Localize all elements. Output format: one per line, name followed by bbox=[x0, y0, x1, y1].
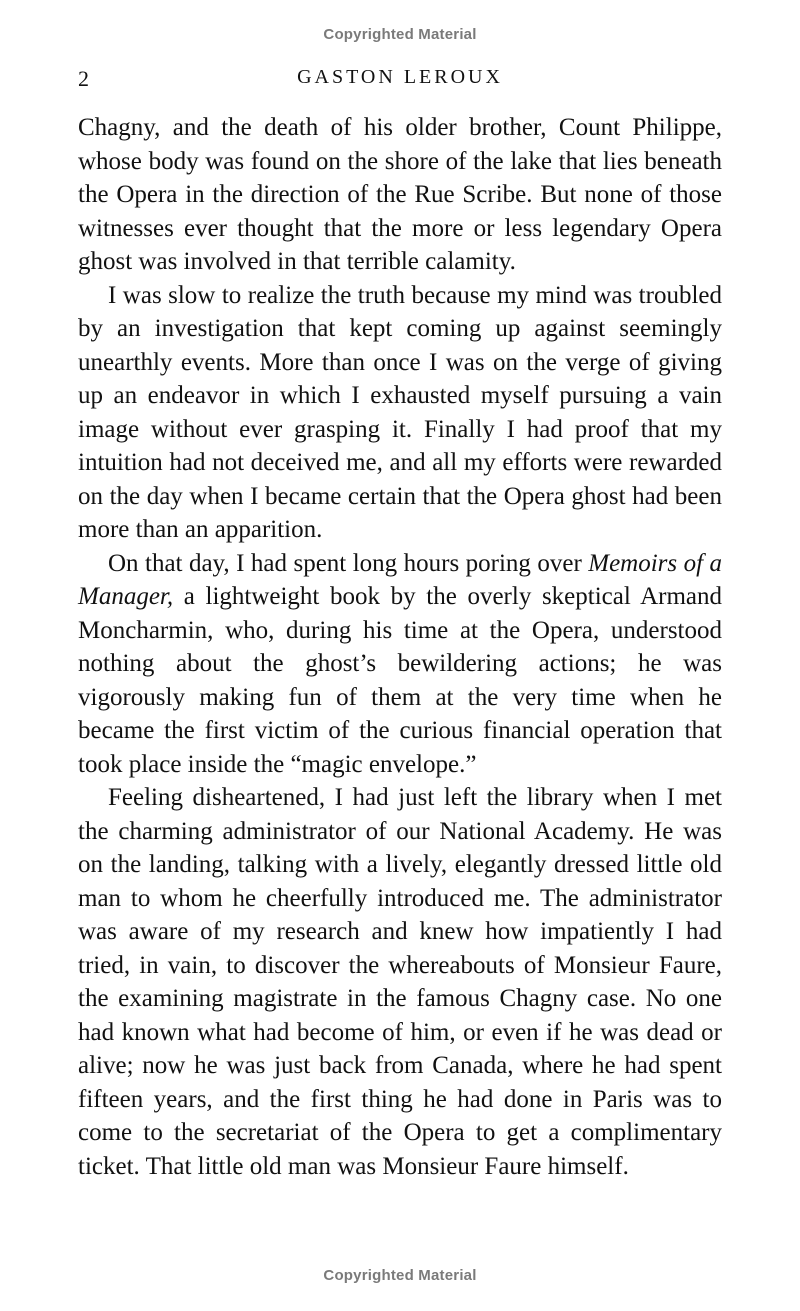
book-title: Memoirs of a Manager, bbox=[78, 549, 722, 610]
watermark-top: Copyrighted Material bbox=[323, 26, 477, 43]
paragraph-4: Feeling disheartened, I had just left the library when I met the charming administrator of our National Academy. He was on the landing, talking with a lively, elegantly dressed little old man to whom he cheerfully introduced me. The administrator was aware of my research and knew how impatiently I had tried, in vain, to discover the whereabouts of Monsieur Faure, the examining magistrate in the famous Chagny case. No one had known what had become of him, or even if he was dead or alive; now he was just back from Canada, where he had spent fifteen years, and the first thing he had done in Paris was to come to the secretariat of the Opera to get a complimentary ticket. That little old man was Monsieur Faure himself. bbox=[78, 784, 722, 1180]
paragraph-3-text-start: On that day, I had spent long hours poring over bbox=[108, 549, 589, 577]
running-head bbox=[78, 66, 722, 98]
page-number: 2 bbox=[78, 66, 89, 91]
paragraph-3-text-end: a lightweight book by the overly skeptical Armand Moncharmin, who, during his time at the Opera, understood nothing about the ghost’s bewildering actions; he was vigorously making fun of them at the very time when he became the first victim of the curious financial operation that took place inside the “magic envelope.” bbox=[78, 583, 722, 778]
watermark-bottom: Copyrighted Material bbox=[323, 1267, 477, 1284]
body-text bbox=[78, 111, 722, 1183]
paragraph-1: Chagny, and the death of his older brother, Count Philippe, whose body was found on the shore of the lake that lies beneath the Opera in the direction of the Rue Scribe. But none of those witnesses ever thought that the more or less legendary Opera ghost was involved in that terrible calamity. bbox=[78, 114, 722, 275]
paragraph-3 bbox=[78, 547, 722, 782]
paragraph-2: I was slow to realize the truth because my mind was troubled by an investigation that kept coming up against seemingly unearthly events. More than once I was on the verge of giving up an endeavor in which I exhausted myself pursuing a vain image without ever grasping it. Finally I had proof that my intuition had not deceived me, and all my efforts were rewarded on the day when I became certain that the Opera ghost had been more than an apparition. bbox=[78, 281, 722, 543]
running-title: GASTON LEROUX bbox=[297, 66, 503, 88]
